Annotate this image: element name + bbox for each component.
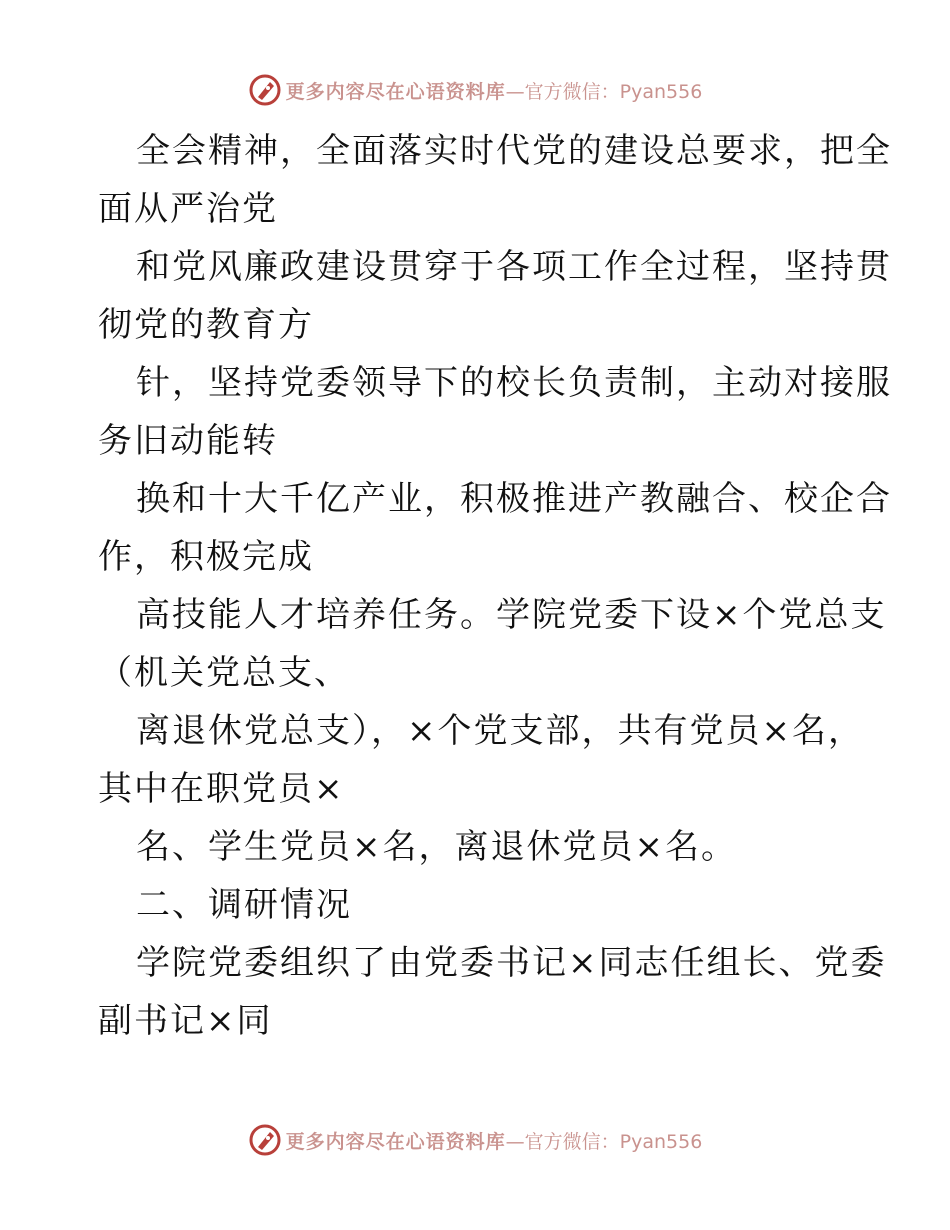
text-line: 名、学生党员×名，离退休党员×名。 xyxy=(136,827,737,867)
header-watermark xyxy=(0,70,950,110)
text-line: 其中在职党员× xyxy=(98,769,345,809)
footer-watermark xyxy=(0,1120,950,1160)
text-line: （机关党总支、 xyxy=(98,653,350,693)
text-line: 作，积极完成 xyxy=(98,537,314,577)
text-line: 彻党的教育方 xyxy=(98,305,314,345)
watermark-site-name: 更多内容尽在心语资料库 xyxy=(285,1130,506,1153)
pen-nib-logo-icon xyxy=(248,73,282,107)
text-line: 离退休党总支），×个党支部，共有党员×名， xyxy=(136,711,864,751)
text-line: 学院党委组织了由党委书记×同志任组长、党委 xyxy=(136,943,887,983)
document-body xyxy=(98,122,892,1050)
text-line: 务旧动能转 xyxy=(98,421,278,461)
watermark-contact: —官方微信：Pyan556 xyxy=(505,80,703,103)
text-line: 副书记×同 xyxy=(98,1001,273,1041)
watermark-contact: —官方微信：Pyan556 xyxy=(505,1130,703,1153)
text-line: 针，坚持党委领导下的校长负责制，主动对接服 xyxy=(136,363,892,403)
section-heading: 二、调研情况 xyxy=(136,885,352,925)
text-line: 高技能人才培养任务。学院党委下设×个党总支 xyxy=(136,595,887,635)
text-line: 和党风廉政建设贯穿于各项工作全过程，坚持贯 xyxy=(136,247,892,287)
pen-nib-logo-icon xyxy=(248,1123,282,1157)
text-line: 面从严治党 xyxy=(98,189,278,229)
text-line: 全会精神，全面落实时代党的建设总要求，把全 xyxy=(136,131,892,171)
watermark-site-name: 更多内容尽在心语资料库 xyxy=(285,80,506,103)
text-line: 换和十大千亿产业，积极推进产教融合、校企合 xyxy=(136,479,892,519)
